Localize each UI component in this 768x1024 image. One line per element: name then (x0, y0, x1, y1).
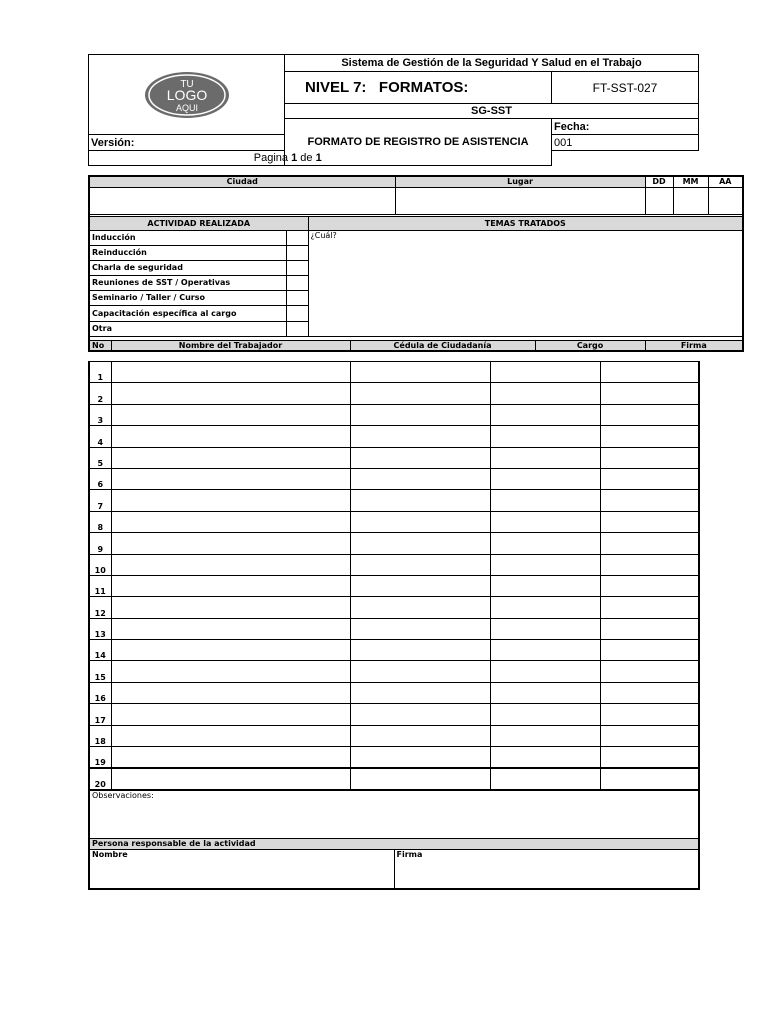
subsystem-label: SG-SST (285, 104, 699, 119)
signature-cell[interactable] (600, 554, 699, 575)
role-cell[interactable] (490, 383, 600, 404)
row-number: 20 (89, 768, 111, 789)
attendance-row (89, 511, 699, 532)
attendance-rows (88, 361, 700, 790)
signature-cell[interactable] (600, 426, 699, 447)
year-field[interactable] (708, 187, 743, 214)
page-indicator: Pagina 1 de 1 (89, 151, 487, 166)
activity-check[interactable] (286, 275, 308, 290)
attendance-row (89, 426, 699, 447)
activity-check[interactable] (286, 245, 308, 260)
day-field[interactable] (645, 187, 673, 214)
role-cell[interactable] (490, 533, 600, 554)
id-cell[interactable] (350, 404, 490, 425)
role-cell[interactable] (490, 682, 600, 703)
activity-item-induccion: Inducción (89, 230, 286, 245)
activity-item-reuniones: Reuniones de SST / Operativas (89, 275, 286, 290)
row-number: 14 (89, 640, 111, 661)
name-cell[interactable] (111, 704, 350, 725)
responsible-name-field[interactable]: Nombre (89, 849, 394, 889)
name-cell[interactable] (111, 661, 350, 682)
name-cell[interactable] (111, 747, 350, 768)
attendance-row (89, 554, 699, 575)
row-number: 5 (89, 447, 111, 468)
signature-cell[interactable] (600, 468, 699, 489)
signature-cell[interactable] (600, 490, 699, 511)
month-header: MM (673, 176, 708, 187)
document-header (88, 54, 699, 166)
responsible-signature-field[interactable]: Firma (394, 849, 699, 889)
attendance-row (89, 597, 699, 618)
logo-cell (89, 55, 285, 135)
row-number: 18 (89, 725, 111, 746)
name-cell[interactable] (111, 404, 350, 425)
attendance-row (89, 383, 699, 404)
signature-cell[interactable] (600, 640, 699, 661)
signature-cell[interactable] (600, 383, 699, 404)
activity-check[interactable] (286, 321, 308, 336)
name-cell[interactable] (111, 511, 350, 532)
topics-header: TEMAS TRATADOS (308, 216, 743, 230)
activity-item-seminario: Seminario / Taller / Curso (89, 290, 286, 305)
activity-check[interactable] (286, 230, 308, 245)
name-cell[interactable] (111, 554, 350, 575)
signature-cell[interactable] (600, 768, 699, 789)
city-header: Ciudad (89, 176, 395, 187)
day-header: DD (645, 176, 673, 187)
name-cell[interactable] (111, 383, 350, 404)
name-cell[interactable] (111, 682, 350, 703)
form-footer (88, 789, 700, 890)
id-cell[interactable] (350, 533, 490, 554)
role-cell[interactable] (490, 640, 600, 661)
row-number: 10 (89, 554, 111, 575)
signature-cell[interactable] (600, 747, 699, 768)
name-cell[interactable] (111, 725, 350, 746)
name-cell[interactable] (111, 618, 350, 639)
attendance-row (89, 575, 699, 596)
row-number: 16 (89, 682, 111, 703)
system-title: Sistema de Gestión de la Seguridad Y Salud en el Trabajo (285, 55, 699, 72)
signature-cell[interactable] (600, 511, 699, 532)
activity-header: ACTIVIDAD REALIZADA (89, 216, 308, 230)
row-number: 6 (89, 468, 111, 489)
role-cell[interactable] (490, 490, 600, 511)
col-no-header: No (89, 340, 111, 351)
role-cell[interactable] (490, 554, 600, 575)
version-value: 001 (552, 135, 699, 151)
activity-item-reinduccion: Reinducción (89, 245, 286, 260)
id-cell[interactable] (350, 768, 490, 789)
attendance-row (89, 704, 699, 725)
row-number: 2 (89, 383, 111, 404)
signature-cell[interactable] (600, 575, 699, 596)
id-cell[interactable] (350, 426, 490, 447)
attendance-row (89, 768, 699, 789)
name-cell[interactable] (111, 468, 350, 489)
id-cell[interactable] (350, 575, 490, 596)
role-cell[interactable] (490, 468, 600, 489)
attendance-row (89, 725, 699, 746)
signature-cell[interactable] (600, 362, 699, 383)
row-number: 11 (89, 575, 111, 596)
id-cell[interactable] (350, 661, 490, 682)
signature-cell[interactable] (600, 597, 699, 618)
attendance-form (88, 175, 744, 352)
attendance-row (89, 447, 699, 468)
signature-cell[interactable] (600, 704, 699, 725)
format-code: FT-SST-027 (552, 72, 699, 104)
place-header: Lugar (395, 176, 645, 187)
role-cell[interactable] (490, 747, 600, 768)
name-cell[interactable] (111, 490, 350, 511)
activity-item-otra: Otra (89, 321, 286, 336)
name-cell[interactable] (111, 447, 350, 468)
row-number: 3 (89, 404, 111, 425)
svg-text:TU: TU (179, 78, 194, 90)
role-cell[interactable] (490, 661, 600, 682)
name-cell[interactable] (111, 768, 350, 789)
month-field[interactable] (673, 187, 708, 214)
id-cell[interactable] (350, 511, 490, 532)
id-cell[interactable] (350, 554, 490, 575)
role-cell[interactable] (490, 447, 600, 468)
city-field[interactable] (89, 187, 395, 214)
role-cell[interactable] (490, 575, 600, 596)
level-label: NIVEL 7: (305, 79, 367, 96)
attendance-row (89, 682, 699, 703)
row-number: 9 (89, 533, 111, 554)
col-role-header: Cargo (535, 340, 645, 351)
role-cell[interactable] (490, 704, 600, 725)
row-number: 12 (89, 597, 111, 618)
row-number: 1 (89, 362, 111, 383)
attendance-row (89, 362, 699, 383)
attendance-row (89, 618, 699, 639)
attendance-row (89, 640, 699, 661)
id-cell[interactable] (350, 468, 490, 489)
col-id-header: Cédula de Ciudadanía (350, 340, 535, 351)
activity-check[interactable] (286, 260, 308, 275)
row-number: 15 (89, 661, 111, 682)
attendance-row (89, 747, 699, 768)
responsible-header: Persona responsable de la actividad (89, 838, 699, 849)
attendance-row (89, 468, 699, 489)
observations-field[interactable]: Observaciones: (89, 790, 699, 838)
role-cell[interactable] (490, 404, 600, 425)
signature-cell[interactable] (600, 618, 699, 639)
signature-cell[interactable] (600, 404, 699, 425)
attendance-row (89, 490, 699, 511)
name-cell[interactable] (111, 575, 350, 596)
role-cell[interactable] (490, 426, 600, 447)
name-cell[interactable] (111, 533, 350, 554)
role-cell[interactable] (490, 618, 600, 639)
attendance-row (89, 661, 699, 682)
row-number: 4 (89, 426, 111, 447)
name-cell[interactable] (111, 362, 350, 383)
id-cell[interactable] (350, 447, 490, 468)
signature-cell[interactable] (600, 533, 699, 554)
row-number: 8 (89, 511, 111, 532)
formats-label: FORMATOS: (378, 79, 469, 96)
role-cell[interactable] (490, 362, 600, 383)
signature-cell[interactable] (600, 725, 699, 746)
level-format-cell (285, 72, 552, 104)
row-number: 13 (89, 618, 111, 639)
id-cell[interactable] (350, 383, 490, 404)
id-cell[interactable] (350, 747, 490, 768)
fecha-label: Fecha: (552, 119, 699, 135)
id-cell[interactable] (350, 640, 490, 661)
id-cell[interactable] (350, 362, 490, 383)
id-cell[interactable] (350, 725, 490, 746)
row-number: 7 (89, 490, 111, 511)
role-cell[interactable] (490, 597, 600, 618)
version-label: Versión: (89, 135, 285, 151)
year-header: AA (708, 176, 743, 187)
attendance-row (89, 533, 699, 554)
role-cell[interactable] (490, 725, 600, 746)
svg-text:LOGO: LOGO (166, 86, 207, 103)
logo-placeholder-icon (143, 70, 231, 120)
col-sign-header: Firma (645, 340, 743, 351)
id-cell[interactable] (350, 597, 490, 618)
topics-field[interactable]: ¿Cuál? (308, 230, 743, 336)
role-cell[interactable] (490, 768, 600, 789)
id-cell[interactable] (350, 618, 490, 639)
place-field[interactable] (395, 187, 645, 214)
id-cell[interactable] (350, 704, 490, 725)
signature-cell[interactable] (600, 661, 699, 682)
activity-item-charla: Charla de seguridad (89, 260, 286, 275)
signature-cell[interactable] (600, 447, 699, 468)
activity-item-capacitacion: Capacitación específica al cargo (89, 305, 286, 321)
svg-text:AQUI: AQUI (175, 102, 198, 113)
activity-check[interactable] (286, 290, 308, 305)
form-title: FORMATO DE REGISTRO DE ASISTENCIA (285, 119, 552, 166)
id-cell[interactable] (350, 682, 490, 703)
row-number: 19 (89, 747, 111, 768)
name-cell[interactable] (111, 597, 350, 618)
name-cell[interactable] (111, 426, 350, 447)
col-name-header: Nombre del Trabajador (111, 340, 350, 351)
role-cell[interactable] (490, 511, 600, 532)
signature-cell[interactable] (600, 682, 699, 703)
row-number: 17 (89, 704, 111, 725)
id-cell[interactable] (350, 490, 490, 511)
name-cell[interactable] (111, 640, 350, 661)
attendance-row (89, 404, 699, 425)
activity-check[interactable] (286, 305, 308, 321)
